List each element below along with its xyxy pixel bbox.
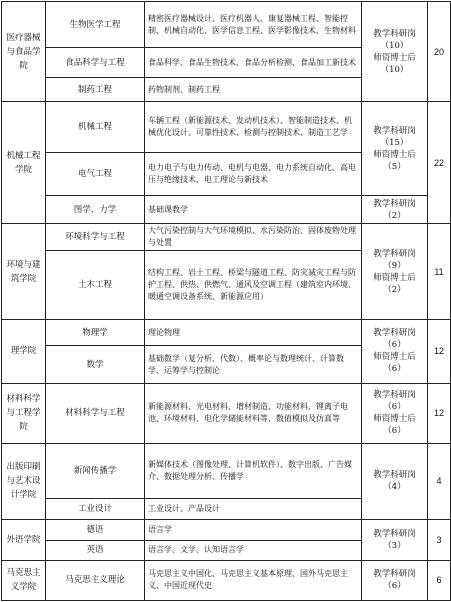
position-line: （2） bbox=[383, 284, 406, 295]
position-line: 教学科研岗 bbox=[373, 28, 416, 39]
college-cell: 外语学院 bbox=[2, 519, 46, 560]
direction-cell: 食品科学、食品生物技术、食品分析检测、食品加工新技术 bbox=[145, 48, 362, 78]
discipline-cell: 机械工程 bbox=[46, 102, 145, 153]
table-row bbox=[2, 224, 451, 251]
discipline-cell: 新闻传播学 bbox=[46, 443, 145, 498]
discipline-cell: 电气工程 bbox=[46, 153, 145, 196]
position-line: （15） bbox=[380, 137, 409, 148]
position-line: （2） bbox=[383, 210, 406, 221]
discipline-cell: 物理学 bbox=[46, 320, 145, 346]
position-line: （10） bbox=[380, 40, 409, 51]
position-line: 教学科研岗 bbox=[373, 528, 416, 539]
position-line: 教学科研岗 bbox=[373, 248, 416, 259]
positions-cell bbox=[362, 320, 428, 383]
count-cell: 20 bbox=[428, 2, 451, 102]
direction-cell: 理论物理 bbox=[145, 320, 362, 346]
discipline-cell: 图学、力学 bbox=[46, 196, 145, 224]
positions-cell bbox=[362, 383, 428, 443]
table-row bbox=[2, 519, 451, 540]
table-row bbox=[2, 383, 451, 443]
direction-cell: 语言学 bbox=[145, 519, 362, 540]
direction-cell: 电力电子与电力传动、电机与电器、电力系统自动化、高电压与绝缘技术、电工理论与新技术 bbox=[145, 153, 362, 196]
table-row bbox=[2, 320, 451, 346]
direction-cell: 马克思主义中国化、马克思主义基本原理、国外马克思主义、中国近现代史 bbox=[145, 560, 362, 600]
discipline-cell: 英语 bbox=[46, 540, 145, 560]
positions-cell bbox=[362, 560, 428, 600]
discipline-cell: 制药工程 bbox=[46, 78, 145, 102]
position-line: 教学科研岗 bbox=[373, 390, 416, 401]
position-line: （6） bbox=[383, 340, 406, 351]
college-cell: 医疗器械与食品学院 bbox=[2, 2, 46, 102]
college-cell: 马克思主义学院 bbox=[2, 560, 46, 600]
position-line: （6） bbox=[383, 426, 406, 437]
table-row bbox=[2, 196, 451, 224]
position-line: 教学科研岗 bbox=[373, 198, 416, 209]
table-row bbox=[2, 102, 451, 153]
position-line: 教学科研岗 bbox=[373, 470, 416, 481]
college-cell: 材料科学与工程学院 bbox=[2, 383, 46, 443]
position-line: （3） bbox=[383, 540, 406, 551]
discipline-cell: 环境科学与工程 bbox=[46, 224, 145, 251]
discipline-cell: 食品科学与工程 bbox=[46, 48, 145, 78]
direction-cell: 基础课教学 bbox=[145, 196, 362, 224]
count-cell: 3 bbox=[428, 519, 451, 560]
direction-cell: 大气污染控制与大气环境模拟、水污染防治、固体废物处理与处置 bbox=[145, 224, 362, 251]
direction-cell: 新媒体技术（图像处理、计算机软件）、数字出版、广告媒介、数据处理分析、传播学 bbox=[145, 443, 362, 498]
direction-cell: 语言学、文学、认知语言学 bbox=[145, 540, 362, 560]
count-cell: 12 bbox=[428, 320, 451, 383]
college-cell: 出版印刷与艺术设计学院 bbox=[2, 443, 46, 519]
position-line: 师资博士后 bbox=[373, 352, 416, 363]
position-line: 师资博士后 bbox=[373, 52, 416, 63]
count-cell: 6 bbox=[428, 560, 451, 600]
count-cell: 12 bbox=[428, 383, 451, 443]
discipline-cell: 生物医学工程 bbox=[46, 2, 145, 48]
table-row bbox=[2, 2, 451, 48]
positions-cell bbox=[362, 443, 428, 519]
position-line: 师资博士后 bbox=[373, 149, 416, 160]
college-cell: 理学院 bbox=[2, 320, 46, 383]
positions-cell bbox=[362, 102, 428, 196]
position-line: （9） bbox=[383, 260, 406, 271]
position-line: 师资博士后 bbox=[373, 414, 416, 425]
college-cell: 机械工程学院 bbox=[2, 102, 46, 224]
direction-cell: 基础数学（复分析、代数）、概率论与数理统计、计算数学、运筹学与控制论 bbox=[145, 346, 362, 383]
table-row bbox=[2, 560, 451, 600]
positions-cell bbox=[362, 2, 428, 102]
position-line: 教学科研岗 bbox=[373, 569, 416, 580]
position-line: 教学科研岗 bbox=[373, 328, 416, 339]
discipline-cell: 土木工程 bbox=[46, 251, 145, 320]
college-cell: 环境与建筑学院 bbox=[2, 224, 46, 320]
positions-cell bbox=[362, 519, 428, 560]
recruitment-table bbox=[1, 1, 451, 601]
count-cell: 22 bbox=[428, 102, 451, 224]
position-line: （4） bbox=[383, 482, 406, 493]
direction-cell: 药物制剂、制药工程 bbox=[145, 78, 362, 102]
position-line: （6） bbox=[383, 364, 406, 375]
discipline-cell: 材料科学与工程 bbox=[46, 383, 145, 443]
discipline-cell: 数学 bbox=[46, 346, 145, 383]
position-line: （5） bbox=[383, 161, 406, 172]
discipline-cell: 德语 bbox=[46, 519, 145, 540]
position-line: （10） bbox=[380, 64, 409, 75]
position-line: （6） bbox=[383, 581, 406, 592]
position-line: （6） bbox=[383, 402, 406, 413]
direction-cell: 新能源材料、光电材料、增材制造、功能材料、锂离子电池、环境材料、电化学储能材料等，数值模拟及仿真等 bbox=[145, 383, 362, 443]
direction-cell: 车辆工程（新能源技术、发动机技术）、智能制造技术、机械优化设计、可靠性技术、检测与控制技术、制造工艺学 bbox=[145, 102, 362, 153]
table-row bbox=[2, 443, 451, 498]
positions-cell bbox=[362, 224, 428, 320]
positions-cell bbox=[362, 196, 428, 224]
count-cell: 4 bbox=[428, 443, 451, 519]
direction-cell: 精密医疗器械设计、医疗机器人、康复器械工程、智能控制、机械自动化、医学信息工程、医学影像技术、生物材料 bbox=[145, 2, 362, 48]
count-cell: 11 bbox=[428, 224, 451, 320]
discipline-cell: 工业设计 bbox=[46, 498, 145, 519]
position-line: 教学科研岗 bbox=[373, 125, 416, 136]
discipline-cell: 马克思主义理论 bbox=[46, 560, 145, 600]
position-line: 师资博士后 bbox=[373, 272, 416, 283]
direction-cell: 工业设计、产品设计 bbox=[145, 498, 362, 519]
direction-cell: 结构工程、岩土工程、桥梁与隧道工程、防灾减灾工程与防护工程、供热、供燃气、通风及空调工程（建筑室内环境、暖通空调设备系统、新能源应用） bbox=[145, 251, 362, 320]
